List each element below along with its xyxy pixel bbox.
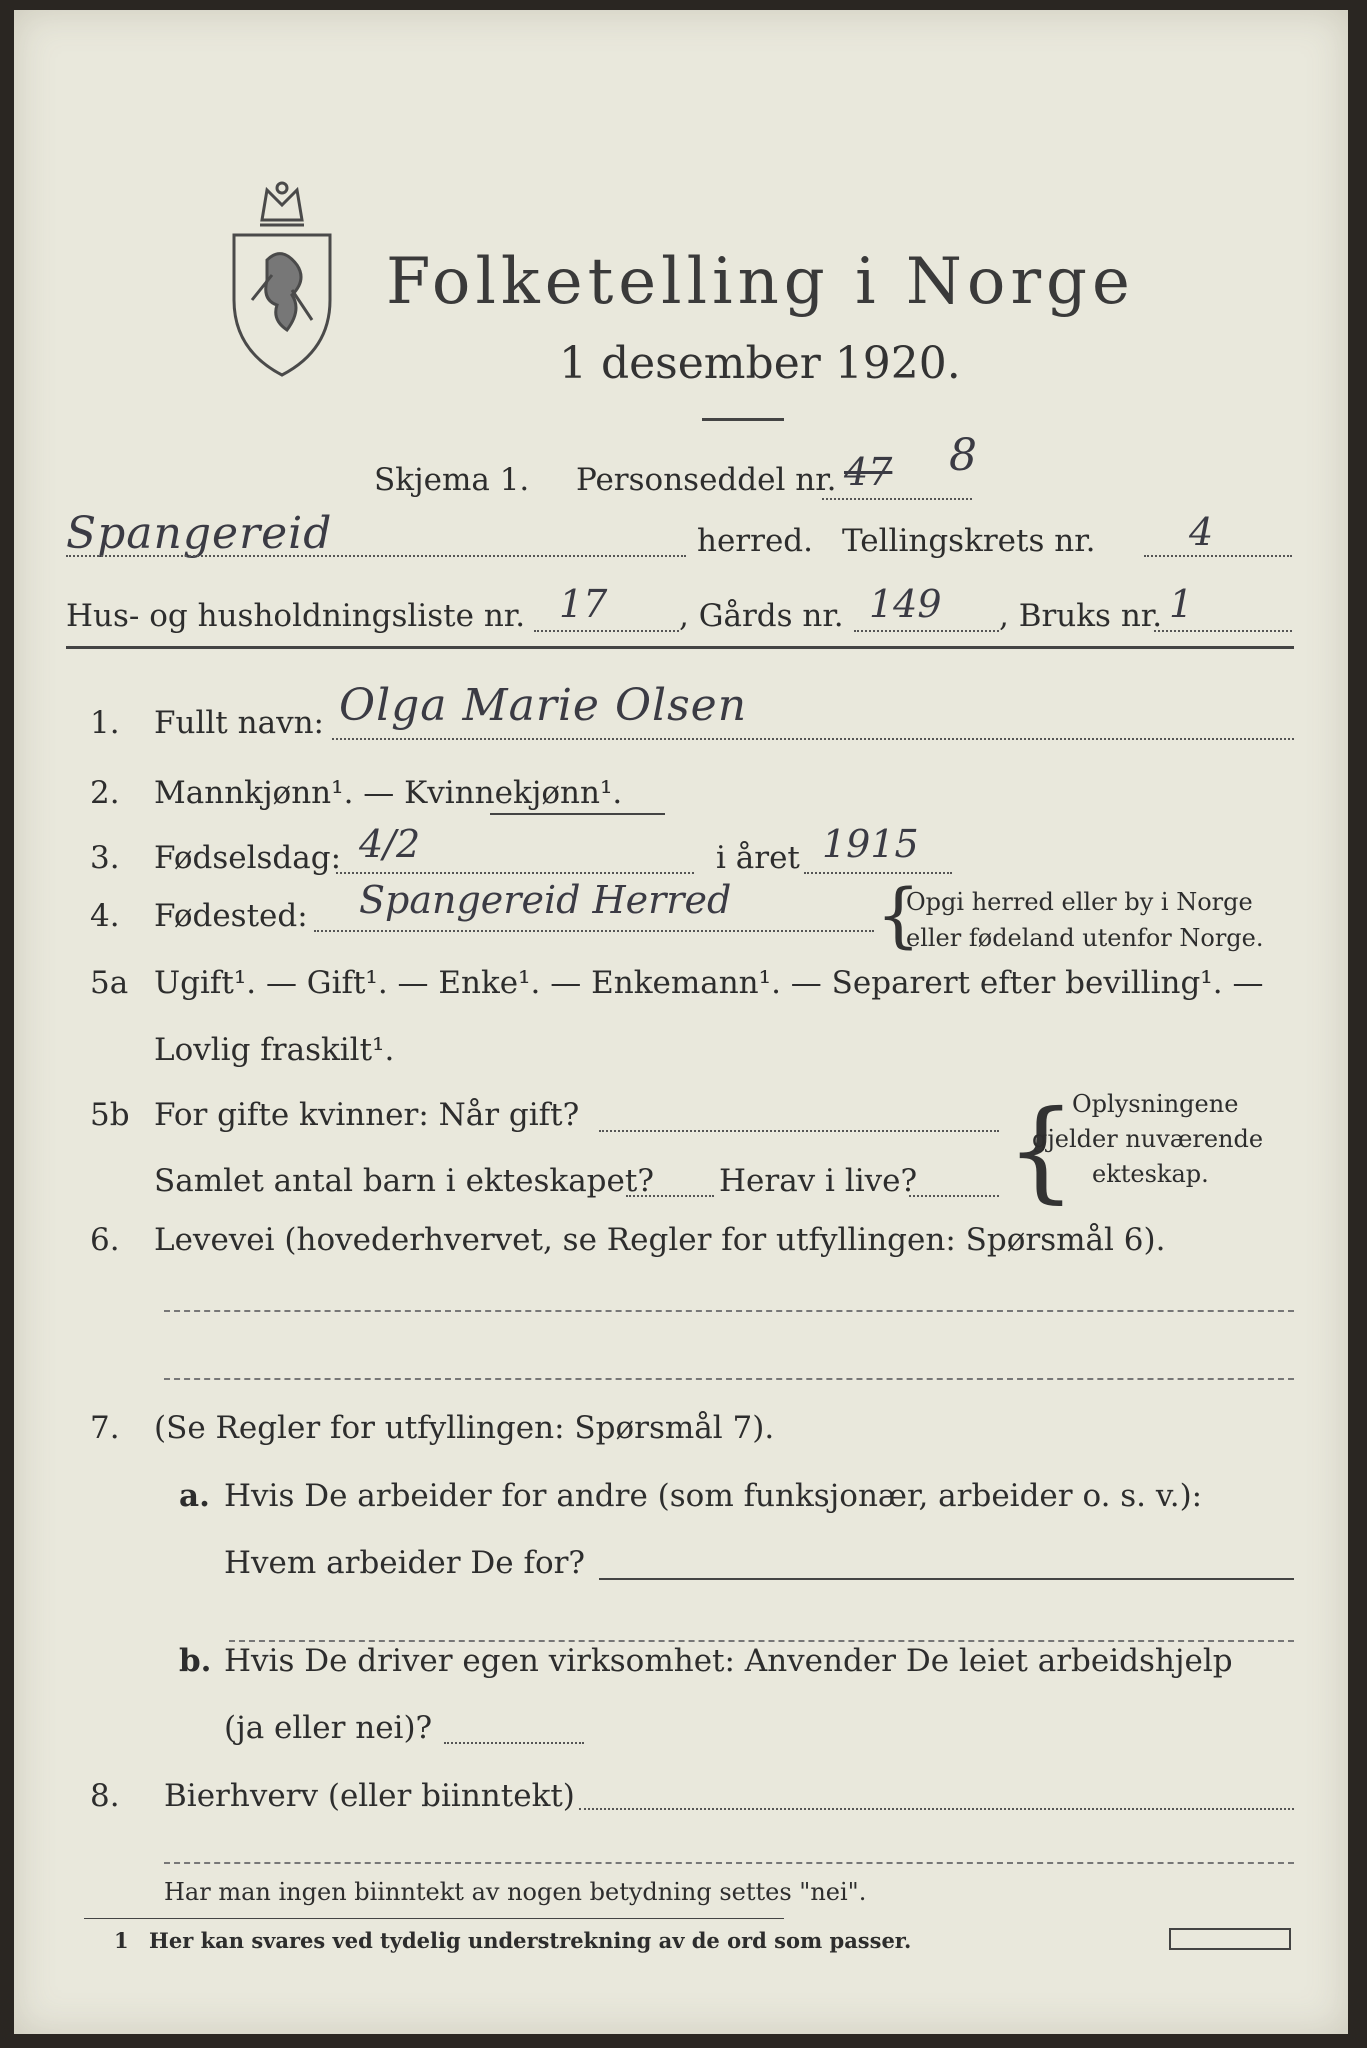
form-title: Folketelling i Norge <box>386 245 1135 319</box>
q3-label: Fødselsdag: <box>154 840 342 876</box>
q8-label: Bierhverv (eller biinntekt) <box>164 1778 575 1814</box>
tellingskrets-value: 4 <box>1189 510 1214 554</box>
q5b-note-line2: gjelder nuværende <box>1032 1125 1264 1153</box>
q7a-letter: a. <box>179 1478 210 1514</box>
birth-date-value: 4/2 <box>359 822 421 866</box>
q7a-employer-label: Hvem arbeider De for? <box>224 1545 586 1581</box>
personseddel-value: 8 <box>949 430 978 481</box>
herred-label: herred. <box>697 523 813 559</box>
husliste-label: Hus- og husholdningsliste nr. <box>66 598 526 634</box>
q8-number: 8. <box>90 1778 120 1814</box>
tellingskrets-label: Tellingskrets nr. <box>842 523 1096 559</box>
q6-label: Levevei (hovederhvervet, se Regler for utfyllingen: Spørsmål 6). <box>154 1222 1166 1258</box>
herred-value: Spangereid <box>66 508 333 559</box>
q5b-note-line3: ekteskap. <box>1092 1160 1209 1188</box>
personseddel-struck-value: 47 <box>844 450 893 494</box>
personseddel-label: Personseddel nr. <box>576 462 837 498</box>
header-divider <box>66 646 1294 649</box>
q5b-note-line1: Oplysningene <box>1072 1090 1239 1118</box>
birth-year-value: 1915 <box>822 822 919 866</box>
q5a-civil-status-line2: Lovlig fraskilt¹. <box>154 1032 395 1068</box>
footnote-text: Her kan svares ved tydelig understrekning av de ord som passer. <box>149 1928 912 1953</box>
q5b-note-brace: { <box>1006 1086 1076 1214</box>
q4-note-line2: eller fødeland utenfor Norge. <box>906 924 1264 952</box>
q5b-alive-label: Herav i live? <box>719 1163 918 1199</box>
biinntekt-note: Har man ingen biinntekt av nogen betydning settes "nei". <box>164 1878 867 1906</box>
q4-number: 4. <box>90 898 120 934</box>
q7-number: 7. <box>90 1410 120 1446</box>
bruks-value: 1 <box>1169 582 1194 626</box>
bruks-label: , Bruks nr. <box>999 598 1163 634</box>
q7b-letter: b. <box>179 1643 212 1679</box>
form-date: 1 desember 1920. <box>559 338 961 389</box>
q2-number: 2. <box>90 775 120 811</box>
q6-number: 6. <box>90 1222 120 1258</box>
gards-value: 149 <box>869 582 942 626</box>
q1-number: 1. <box>90 705 120 741</box>
title-divider <box>702 418 784 421</box>
schema-label: Skjema 1. <box>374 462 530 498</box>
q7-label: (Se Regler for utfyllingen: Spørsmål 7). <box>154 1410 775 1446</box>
q5b-married-when-label: For gifte kvinner: Når gift? <box>154 1097 580 1133</box>
q7b-label: Hvis De driver egen virksomhet: Anvender De leiet arbeidshjelp <box>224 1643 1233 1679</box>
printer-stamp <box>1169 1928 1291 1950</box>
q4-label: Fødested: <box>154 898 308 934</box>
q5b-children-label: Samlet antal barn i ekteskapet? <box>154 1163 654 1199</box>
q5a-civil-status-options: Ugift¹. — Gift¹. — Enke¹. — Enkemann¹. — Separert efter bevilling¹. — <box>154 965 1264 1001</box>
kvinnekjonn-underline <box>490 813 665 815</box>
q4-note-brace: { <box>876 874 921 956</box>
q7a-label: Hvis De arbeider for andre (som funksjonær, arbeider o. s. v.): <box>224 1478 1203 1514</box>
footnote-number: 1 <box>114 1928 129 1953</box>
q3-year-label: i året <box>716 840 800 876</box>
husliste-value: 17 <box>559 582 608 626</box>
census-form-page <box>14 10 1348 2034</box>
q4-note-line1: Opgi herred eller by i Norge <box>906 888 1253 916</box>
q5a-number: 5a <box>90 965 129 1001</box>
q7b-ja-nei-label: (ja eller nei)? <box>224 1710 433 1746</box>
gards-label: , Gårds nr. <box>679 598 844 634</box>
full-name-value: Olga Marie Olsen <box>339 680 748 731</box>
q3-number: 3. <box>90 840 120 876</box>
q2-gender-options: Mannkjønn¹. — Kvinnekjønn¹. <box>154 775 623 811</box>
coat-of-arms-icon <box>222 180 342 380</box>
birthplace-value: Spangereid Herred <box>359 878 732 922</box>
q5b-number: 5b <box>90 1097 130 1133</box>
q1-label: Fullt navn: <box>154 705 324 741</box>
